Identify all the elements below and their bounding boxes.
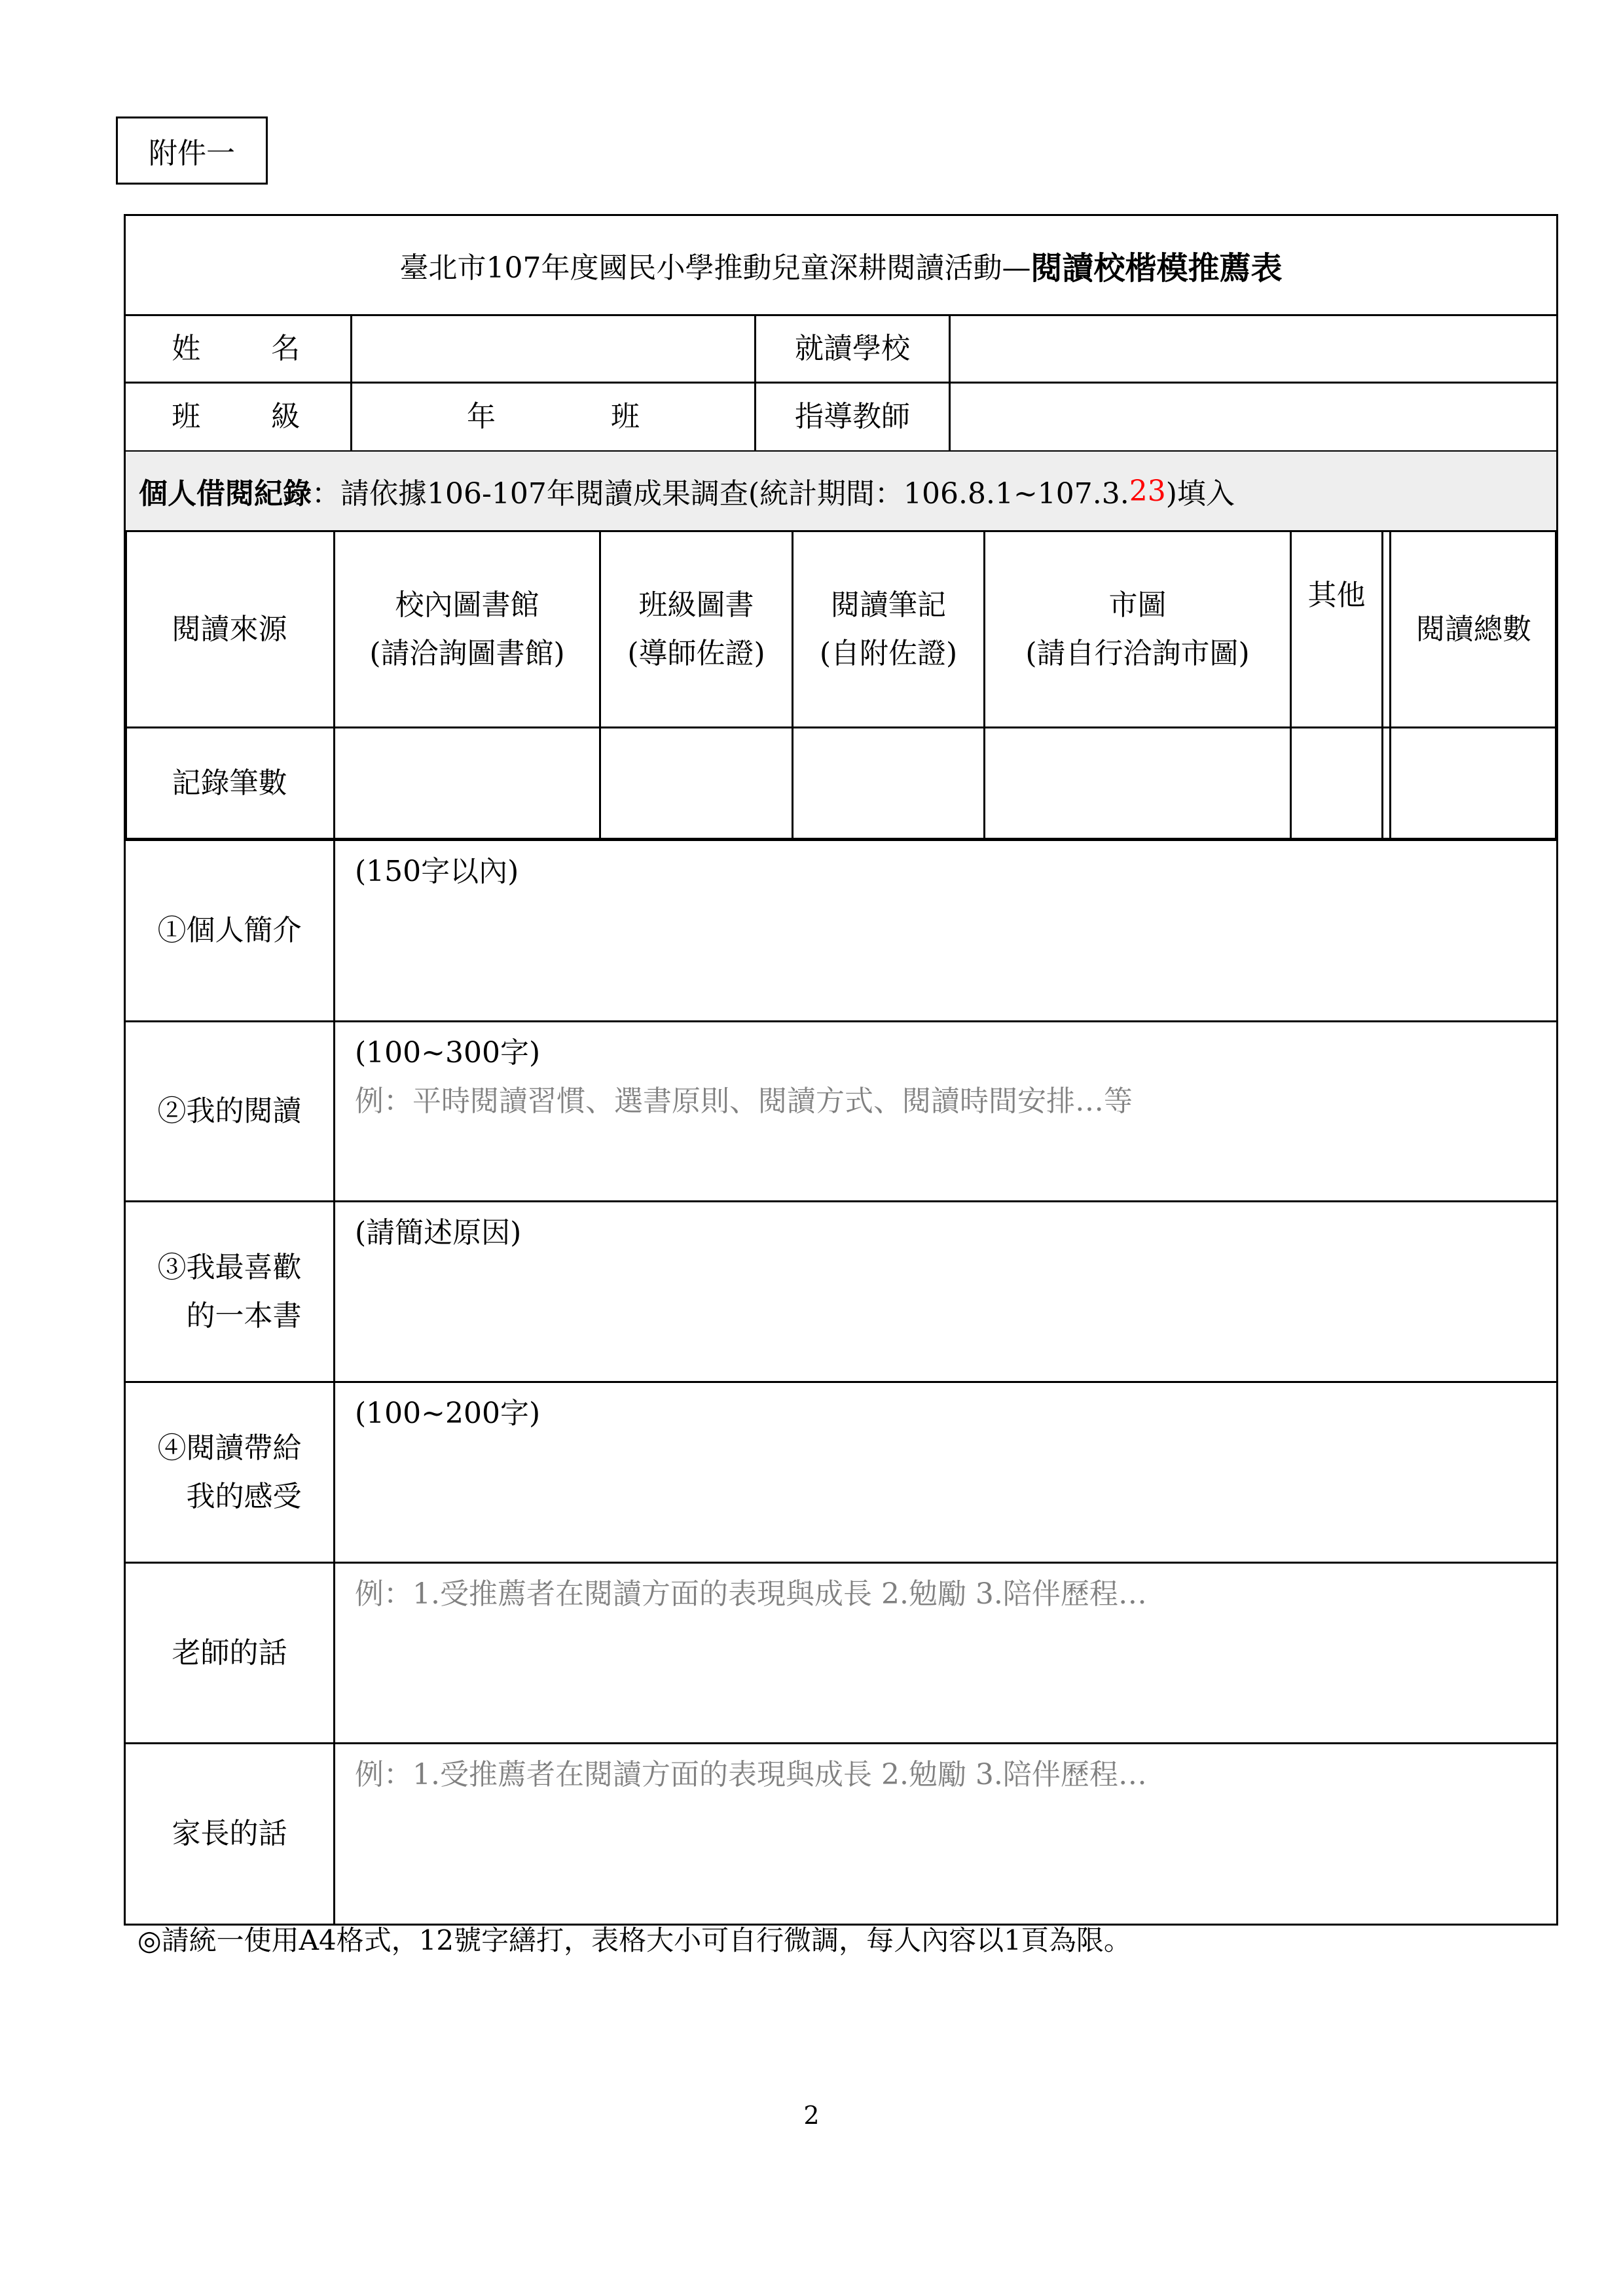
borrow-record-note xyxy=(126,452,1556,530)
school-label: 就讀學校 xyxy=(795,332,910,365)
source-col-line2: (導師佐證) xyxy=(627,636,765,670)
count-input-other[interactable] xyxy=(1292,728,1381,838)
name-input[interactable] xyxy=(352,316,754,382)
name-label: 姓 名 xyxy=(172,332,304,365)
teacher-label: 指導教師 xyxy=(795,400,910,433)
source-col-line2: (自附佐證) xyxy=(819,636,958,670)
page-number: 2 xyxy=(803,2101,820,2130)
reading-source-label: 閱讀來源 xyxy=(172,612,287,646)
source-col-class-books xyxy=(601,532,792,726)
section-example: 例：平時閱讀習慣、選書原則、閱讀方式、閱讀時間安排…等 xyxy=(355,1085,1133,1118)
source-col-school-library xyxy=(335,532,599,726)
section-input-intro[interactable] xyxy=(335,841,1556,1020)
count-input-reading-notes[interactable] xyxy=(793,728,983,838)
section-input-parent[interactable] xyxy=(335,1744,1556,1924)
section-hint: (150字以內) xyxy=(355,855,519,888)
reading-total-label: 閱讀總數 xyxy=(1416,612,1531,646)
section-input-teacher[interactable] xyxy=(335,1564,1556,1742)
teacher-input[interactable] xyxy=(951,384,1556,450)
section-hint: (100~200字) xyxy=(355,1397,541,1430)
source-col-other: 其他 xyxy=(1307,579,1366,612)
class-label: 班 級 xyxy=(172,400,304,433)
recommendation-form xyxy=(124,214,1558,1926)
borrow-record-date-highlight: 23 xyxy=(1129,474,1166,508)
borrow-record-text: ：請依據106-107年閱讀成果調查(統計期間：106.8.1~107.3. xyxy=(312,477,1129,511)
footnote: ◎請統一使用A4格式，12號字繕打，表格大小可自行微調，每人內容以1頁為限。 xyxy=(137,1924,1131,1956)
section-input-my-reading[interactable] xyxy=(335,1022,1556,1200)
source-col-line2: (請洽詢圖書館) xyxy=(369,636,565,670)
section-hint: (請簡述原因) xyxy=(355,1216,522,1249)
form-title-plain: 臺北市107年度國民小學推動兒童深耕閱讀活動— xyxy=(399,251,1031,285)
source-col-line1: 閱讀筆記 xyxy=(831,588,946,622)
class-input[interactable]: 年 班 xyxy=(467,400,640,433)
form-title-bold: 閱讀校楷模推薦表 xyxy=(1030,249,1283,287)
borrow-record-text-end: )填入 xyxy=(1165,477,1235,511)
borrow-record-title: 個人借閱紀錄 xyxy=(139,477,312,511)
section-input-favorite-book[interactable] xyxy=(335,1202,1556,1381)
section-label-my-reading: ②我的閱讀 xyxy=(157,1094,302,1128)
section-label-feelings: ④閱讀帶給 我的感受 xyxy=(157,1431,302,1513)
count-input-total[interactable] xyxy=(1391,728,1556,838)
attachment-label: 附件一 xyxy=(116,117,268,185)
section-label-teacher: 老師的話 xyxy=(172,1636,287,1670)
source-col-line2: (請自行洽詢市圖) xyxy=(1025,636,1250,670)
section-example: 例：1.受推薦者在閱讀方面的表現與成長 2.勉勵 3.陪伴歷程… xyxy=(355,1577,1147,1611)
section-label-parent: 家長的話 xyxy=(172,1817,287,1850)
count-input-school-library[interactable] xyxy=(335,728,599,838)
record-count-label: 記錄筆數 xyxy=(172,766,287,800)
source-col-city-library xyxy=(985,532,1290,726)
source-col-line1: 班級圖書 xyxy=(638,588,754,622)
count-input-class-books[interactable] xyxy=(601,728,792,838)
section-input-feelings[interactable] xyxy=(335,1383,1556,1562)
section-label-intro: ①個人簡介 xyxy=(157,914,302,947)
section-label-favorite-book: ③我最喜歡 的一本書 xyxy=(157,1250,302,1333)
section-example: 例：1.受推薦者在閱讀方面的表現與成長 2.勉勵 3.陪伴歷程… xyxy=(355,1758,1147,1791)
school-input[interactable] xyxy=(951,316,1556,382)
count-input-city-library[interactable] xyxy=(985,728,1290,838)
form-title xyxy=(126,216,1556,314)
source-col-reading-notes xyxy=(793,532,983,726)
source-col-line1: 市圖 xyxy=(1108,588,1167,622)
section-hint: (100~300字) xyxy=(355,1036,541,1069)
source-col-line1: 校內圖書館 xyxy=(395,588,539,622)
